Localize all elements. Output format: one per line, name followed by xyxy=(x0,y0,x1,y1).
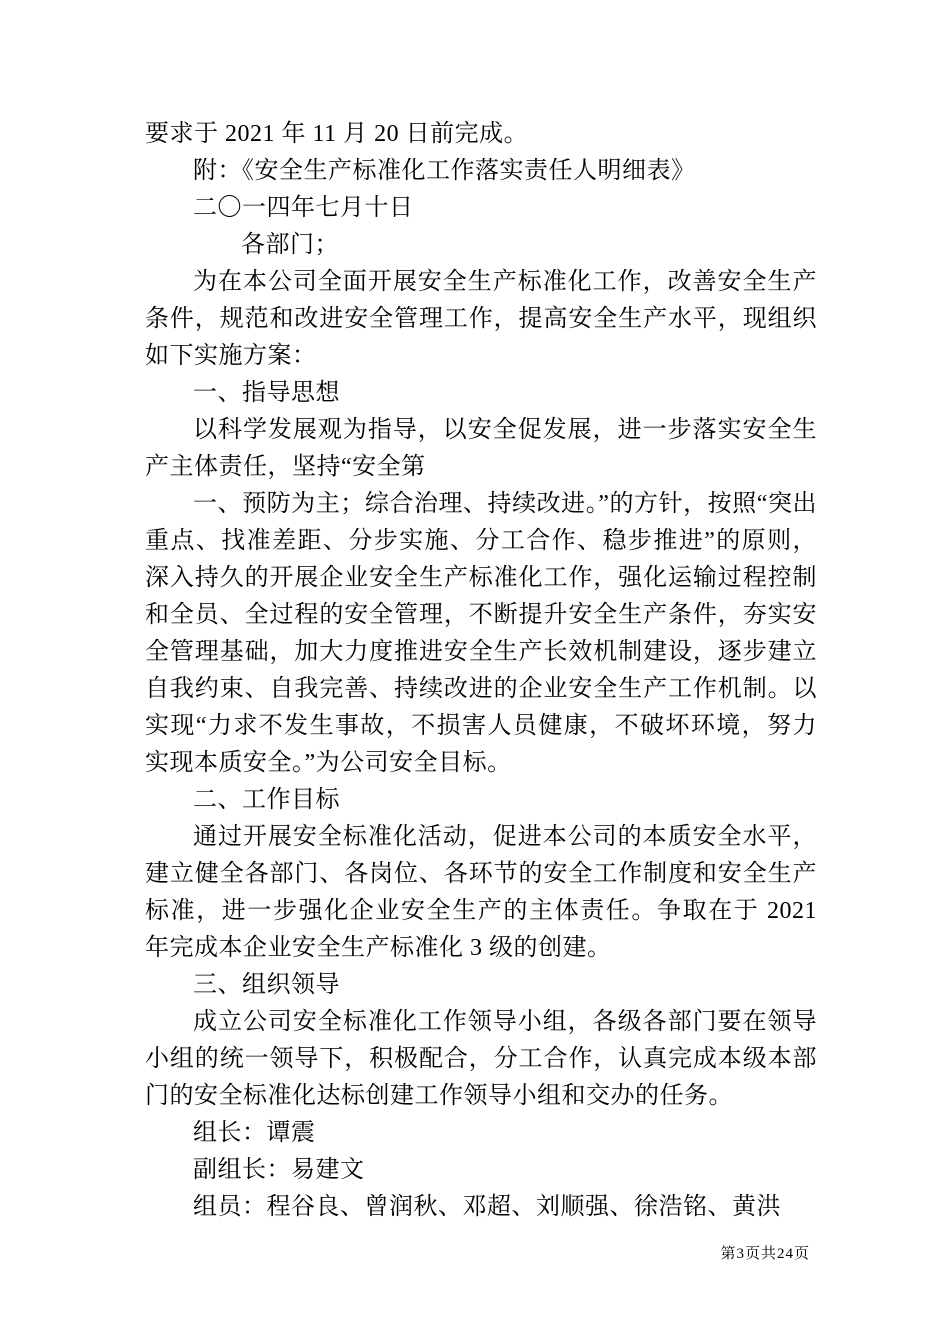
page-number-label: 第3页共24页 xyxy=(720,1246,810,1262)
paragraph: 一、预防为主；综合治理、持续改进。”的方针，按照“突出重点、找准差距、分步实施、分工合作、稳步推进”的原则，深入持久的开展企业安全生产标准化工作，强化运输过程控制和全员、全过程的安全管理，不断提升安全生产条件，夯实安全管理基础，加大力度推进安全生产长效机制建设，逐步建立自我约束、自我完善、持续改进的企业安全生产工作机制。以实现“力求不发生事故，不损害人员健康，不破坏环境，努力实现本质安全。”为公司安全目标。 xyxy=(145,491,817,776)
paragraph: 三、组织领导 xyxy=(193,972,340,998)
paragraph: 二〇一四年七月十日 xyxy=(193,195,414,221)
paragraph: 各部门； xyxy=(241,232,339,258)
paragraph: 一、指导思想 xyxy=(193,380,340,406)
paragraph: 通过开展安全标准化活动，促进本公司的本质安全水平，建立健全各部门、各岗位、各环节的安全工作制度和安全生产标准，进一步强化企业安全生产的主体责任。争取在于 2021 年完成本企业安全生产标准化 3 级的创建。 xyxy=(145,824,817,961)
paragraph: 要求于 2021 年 11 月 20 日前完成。 xyxy=(145,121,529,147)
page-footer xyxy=(720,1244,810,1264)
document-body xyxy=(145,116,817,1226)
paragraph: 为在本公司全面开展安全生产标准化工作，改善安全生产条件，规范和改进安全管理工作，提高安全生产水平，现组织如下实施方案： xyxy=(145,269,817,369)
paragraph: 副组长：易建文 xyxy=(193,1157,365,1183)
paragraph: 二、工作目标 xyxy=(193,787,340,813)
paragraph: 组长：谭震 xyxy=(193,1120,316,1146)
paragraph: 以科学发展观为指导，以安全促发展，进一步落实安全生产主体责任，坚持“安全第 xyxy=(145,417,817,480)
paragraph: 附：《安全生产标准化工作落实责任人明细表》 xyxy=(193,158,696,184)
paragraph: 组员：程谷良、曾润秋、邓超、刘顺强、徐浩铭、黄洪 xyxy=(193,1194,781,1220)
paragraph: 成立公司安全标准化工作领导小组，各级各部门要在领导小组的统一领导下，积极配合，分工合作，认真完成本级本部门的安全标准化达标创建工作领导小组和交办的任务。 xyxy=(145,1009,817,1109)
